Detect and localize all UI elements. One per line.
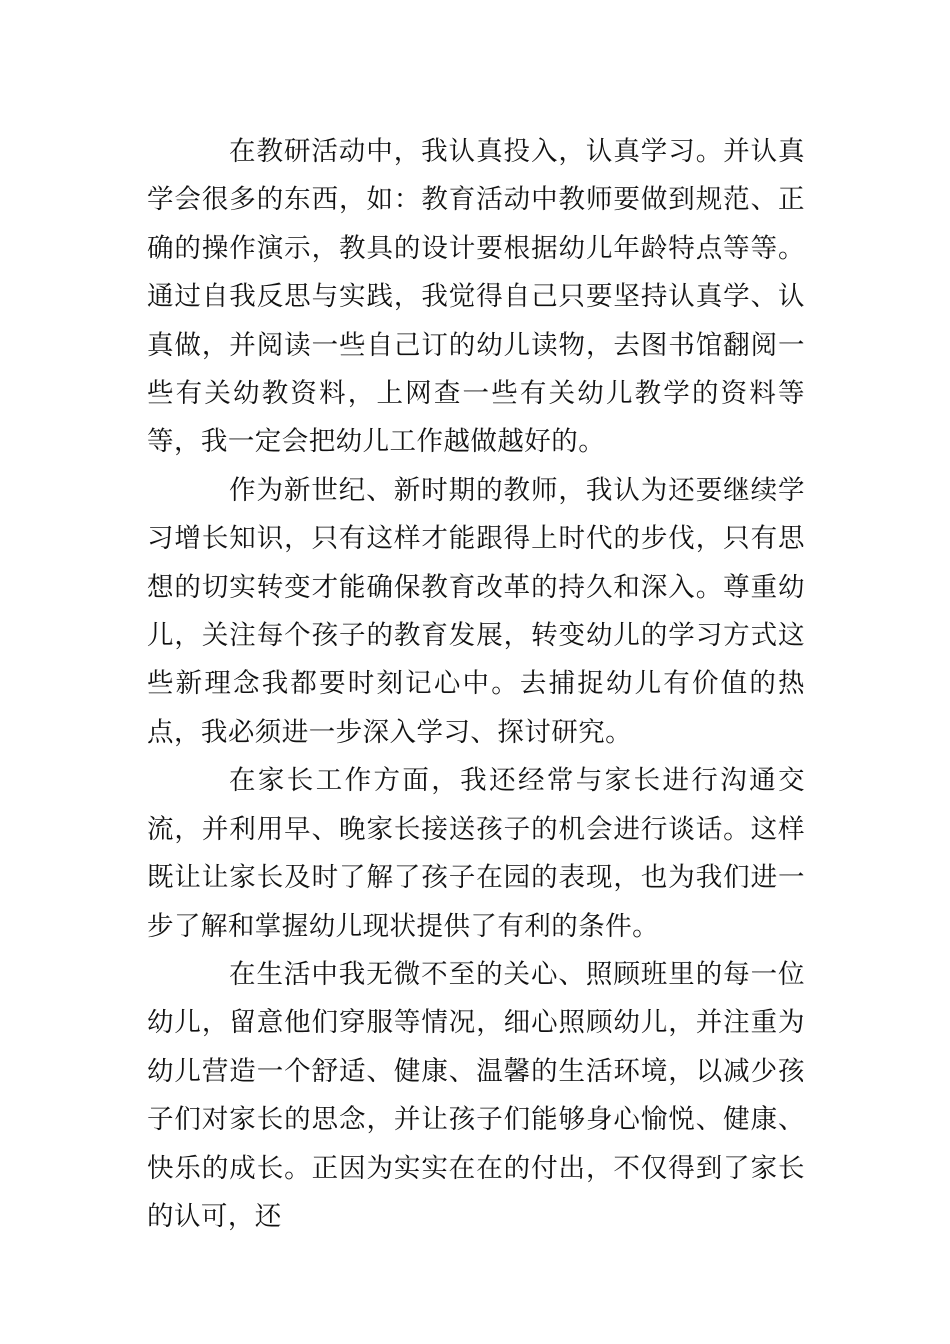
document-body [147, 128, 805, 1241]
paragraph-daily-care: 在生活中我无微不至的关心、照顾班里的每一位幼儿，留意他们穿服等情况，细心照顾幼儿，并注重为幼儿营造一个舒适、健康、温馨的生活环境，以减少孩子们对家长的思念，并让孩子们能够身心愉悦、健康、快乐的成长。正因为实实在在的付出，不仅得到了家长的认可，还 [147, 958, 805, 1232]
paragraph-continuous-learning: 作为新世纪、新时期的教师，我认为还要继续学习增长知识，只有这样才能跟得上时代的步伐，只有思想的切实转变才能确保教育改革的持久和深入。尊重幼儿，关注每个孩子的教育发展，转变幼儿的学习方式这些新理念我都要时刻记心中。去捕捉幼儿有价值的热点，我必须进一步深入学习、探讨研究。 [147, 474, 805, 748]
paragraph-teaching-research: 在教研活动中，我认真投入，认真学习。并认真学会很多的东西，如：教育活动中教师要做到规范、正确的操作演示，教具的设计要根据幼儿年龄特点等等。通过自我反思与实践，我觉得自己只要坚持认真学、认真做，并阅读一些自己订的幼儿读物，去图书馆翻阅一些有关幼教资料，上网查一些有关幼儿教学的资料等等，我一定会把幼儿工作越做越好的。 [147, 136, 805, 458]
paragraph-parent-work: 在家长工作方面，我还经常与家长进行沟通交流，并利用早、晚家长接送孩子的机会进行谈话。这样既让让家长及时了解了孩子在园的表现，也为我们进一步了解和掌握幼儿现状提供了有利的条件。 [147, 765, 805, 942]
